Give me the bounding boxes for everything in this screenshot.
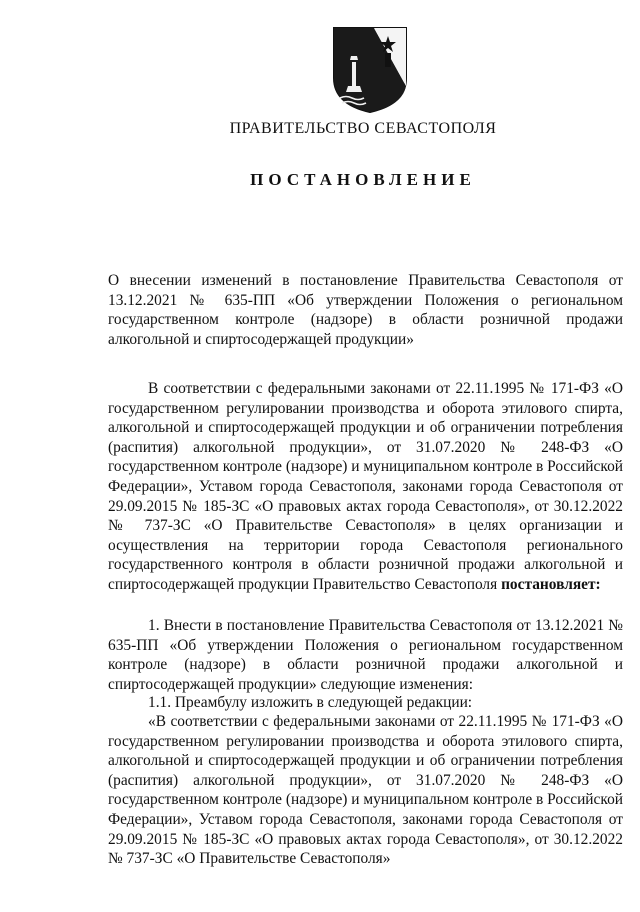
item-1-paragraph: 1. Внести в постановление Правительства Севастополя от 13.12.2021 № 635-ПП «Об утверждении Положения о региональном государственном контроле (надзоре) в области розничной продажи алкогольной и спиртосодержащей продукции» следующие изменения: (108, 617, 623, 693)
quoted-preamble-paragraph: «В соответствии с федеральными законами от 22.11.1995 № 171-ФЗ «О государственном регулировании производства и оборота этилового спирта, алкогольной и спиртосодержащей продукции и об ограничении потребления (распития) алкогольной продукции», от 31.07.2020 № 248-ФЗ «О государственном контроле (надзоре) и муниципальном контроле в Российской Федерации», Уставом города Севастополя, законами города Севастополя от 29.09.2015 № 185-ЗС «О правовых актах города Севастополя», от 30.12.2022 № 737-ЗС «О Правительстве Севастополя» (108, 713, 623, 868)
resolves-word: постановляет: (501, 575, 601, 593)
organization-name: ПРАВИТЕЛЬСТВО СЕВАСТОПОЛЯ (229, 120, 497, 137)
item-1-1-paragraph: 1.1. Преамбулу изложить в следующей редакции: (148, 694, 473, 711)
preamble-paragraph (108, 379, 623, 595)
preamble-text: В соответствии с федеральными законами от 22.11.1995 № 171-ФЗ «О государственном регулировании производства и оборота этилового спирта, алкогольной и спиртосодержащей продукции и об ограничении потребления (распития) алкогольной продукции», от 31.07.2020 № 248-ФЗ «О государственном контроле (надзоре) и муниципальном контроле в Российской Федерации», Уставом города Севастополя, законами города Севастополя от 29.09.2015 № 185-ЗС «О правовых актах города Севастополя», от 30.12.2022 № 737-ЗС «О Правительстве Севастополя» в целях организации и осуществления на территории города Севастополя регионального государственного контроля в области розничной продажи алкогольной и спиртосодержащей продукции Правительство Севастополя (108, 380, 623, 593)
document-subject: О внесении изменений в постановление Правительства Севастополя от 13.12.2021 № 635-ПП «Об утверждении Положения о региональном государственном контроле (надзоре) в области розничной продажи алкогольной и спиртосодержащей продукции» (108, 272, 623, 348)
coat-of-arms-icon (330, 26, 410, 114)
document-type-title: ПОСТАНОВЛЕНИЕ (250, 170, 476, 189)
